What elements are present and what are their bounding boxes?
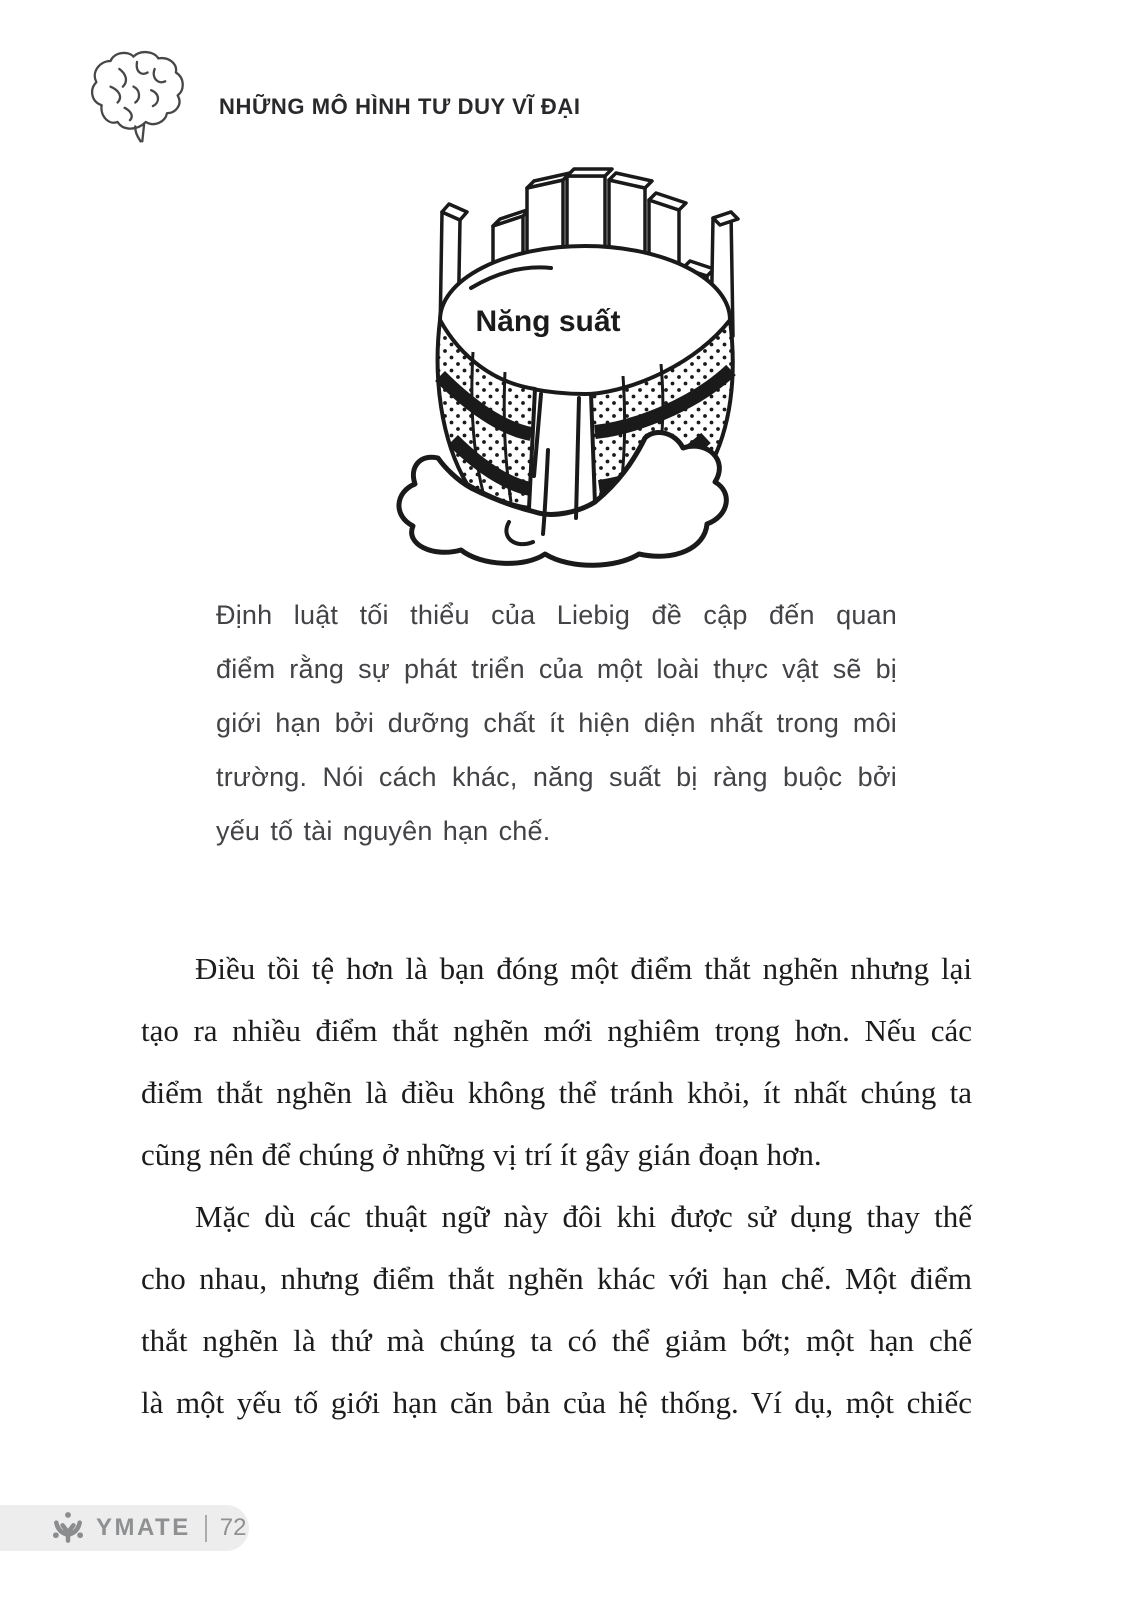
brain-icon — [84, 50, 190, 148]
barrel-label: Năng suất — [475, 305, 621, 338]
footer — [0, 1505, 249, 1551]
paragraph: Mặc dù các thuật ngữ này đôi khi được sử dụng thay thế cho nhau, nhưng điểm thắt nghẽn khác với hạn chế. Một điểm thắt nghẽn là thứ mà chúng ta có thể giảm bớt; một hạn chế là một yếu tố giới hạn căn bản của hệ thống. Ví dụ, một chiếc — [141, 1199, 972, 1420]
ymate-logo-icon — [50, 1510, 86, 1546]
page-number: 72 — [219, 1514, 247, 1541]
page-title: NHỮNG MÔ HÌNH TƯ DUY VĨ ĐẠI — [219, 94, 581, 119]
paragraph: Điều tồi tệ hơn là bạn đóng một điểm thắt nghẽn nhưng lại tạo ra nhiều điểm thắt nghẽn mới nghiêm trọng hơn. Nếu các điểm thắt nghẽn là điều không thể tránh khỏi, ít nhất chúng ta cũng nên để chúng ở những vị trí ít gây gián đoạn hơn. — [141, 951, 972, 1172]
illustration-caption: Định luật tối thiểu của Liebig đề cập đến quan điểm rằng sự phát triển của một loài thực vật sẽ bị giới hạn bởi dưỡng chất ít hiện diện nhất trong môi trường. Nói cách khác, năng suất bị ràng buộc bởi yếu tố tài nguyên hạn chế. — [216, 600, 897, 846]
body-text — [141, 938, 972, 1434]
puddle — [399, 433, 726, 566]
liebig-barrel-illustration — [383, 146, 793, 578]
footer-divider — [205, 1515, 207, 1542]
brand-name: YMATE — [96, 1514, 191, 1541]
